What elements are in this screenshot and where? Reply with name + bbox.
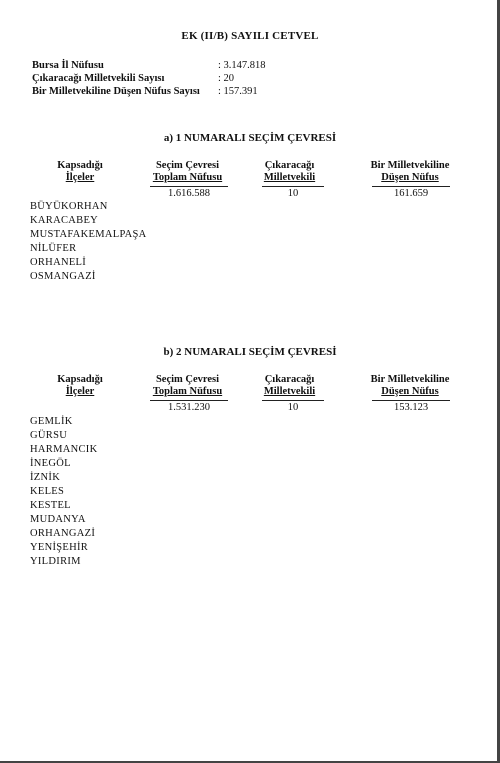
summary-row-deputies xyxy=(32,73,235,86)
district-item: GÜRSU xyxy=(30,430,68,441)
column-header-line: Düşen Nüfus xyxy=(381,172,439,183)
column-header-line: Çıkaracağı xyxy=(264,374,315,385)
district-item: KARACABEY xyxy=(30,215,99,226)
summary-value: : 157.391 xyxy=(218,86,258,97)
column-header-line: Bir Milletvekiline xyxy=(370,374,450,385)
column-header-line: Kapsadığı xyxy=(57,160,103,171)
summary-value: : 20 xyxy=(218,73,235,84)
district-item: HARMANCIK xyxy=(30,444,98,455)
summary-label: Bir Milletvekiline Düşen Nüfus Sayısı xyxy=(32,86,200,97)
column-header-districts xyxy=(40,374,120,398)
section-2-per-deputy: 153.123 xyxy=(372,400,450,413)
column-header-districts xyxy=(40,160,120,184)
column-header-line: Düşen Nüfus xyxy=(381,386,439,397)
column-header-deputies xyxy=(247,160,332,184)
summary-label: Çıkaracağı Milletvekili Sayısı xyxy=(32,73,165,84)
district-item: MUDANYA xyxy=(30,514,86,525)
column-header-line: Çıkaracağı xyxy=(264,160,315,171)
column-header-line: Milletvekili xyxy=(263,386,316,397)
section-title-1: a) 1 NUMARALI SEÇİM ÇEVRESİ xyxy=(163,132,337,144)
column-header-line: İlçeler xyxy=(65,172,95,183)
column-header-per-deputy xyxy=(355,374,465,398)
district-item: BÜYÜKORHAN xyxy=(30,201,108,212)
district-item: NİLÜFER xyxy=(30,243,77,254)
column-header-line: Toplam Nüfusu xyxy=(152,172,223,183)
column-header-line: Seçim Çevresi xyxy=(155,160,220,171)
section-2-district-list xyxy=(30,415,97,569)
section-1-total-population: 1.616.588 xyxy=(150,186,228,199)
document-title: EK (II/B) SAYILI CETVEL xyxy=(181,30,319,42)
district-item: OSMANGAZİ xyxy=(30,271,96,282)
section-1-deputies: 10 xyxy=(262,186,324,199)
district-item: MUSTAFAKEMALPAŞA xyxy=(30,229,147,240)
province-summary xyxy=(32,60,266,99)
district-item: YILDIRIM xyxy=(30,556,81,567)
section-1-per-deputy: 161.659 xyxy=(372,186,450,199)
column-header-line: Milletvekili xyxy=(263,172,316,183)
district-item: YENİŞEHİR xyxy=(30,542,89,553)
column-header-line: Kapsadığı xyxy=(57,374,103,385)
district-item: KESTEL xyxy=(30,500,71,511)
column-header-line: Toplam Nüfusu xyxy=(152,386,223,397)
summary-value: : 3.147.818 xyxy=(218,60,266,71)
column-header-total-population xyxy=(130,160,245,184)
column-header-per-deputy xyxy=(355,160,465,184)
section-2-total-population: 1.531.230 xyxy=(150,400,228,413)
column-header-line: Bir Milletvekiline xyxy=(370,160,450,171)
section-title-2: b) 2 NUMARALI SEÇİM ÇEVRESİ xyxy=(163,346,337,358)
district-item: İZNİK xyxy=(30,472,61,483)
column-header-line: Seçim Çevresi xyxy=(155,374,220,385)
summary-row-population xyxy=(32,60,266,73)
district-item: ORHANELİ xyxy=(30,257,87,268)
summary-label: Bursa İl Nüfusu xyxy=(32,60,104,71)
column-header-deputies xyxy=(247,374,332,398)
district-item: KELES xyxy=(30,486,65,497)
district-item: İNEGÖL xyxy=(30,458,71,469)
column-header-line: İlçeler xyxy=(65,386,95,397)
district-item: ORHANGAZİ xyxy=(30,528,96,539)
section-1-district-list xyxy=(30,200,147,284)
column-header-total-population xyxy=(130,374,245,398)
district-item: GEMLİK xyxy=(30,416,73,427)
section-2-deputies: 10 xyxy=(262,400,324,413)
summary-row-per-deputy xyxy=(32,86,258,99)
